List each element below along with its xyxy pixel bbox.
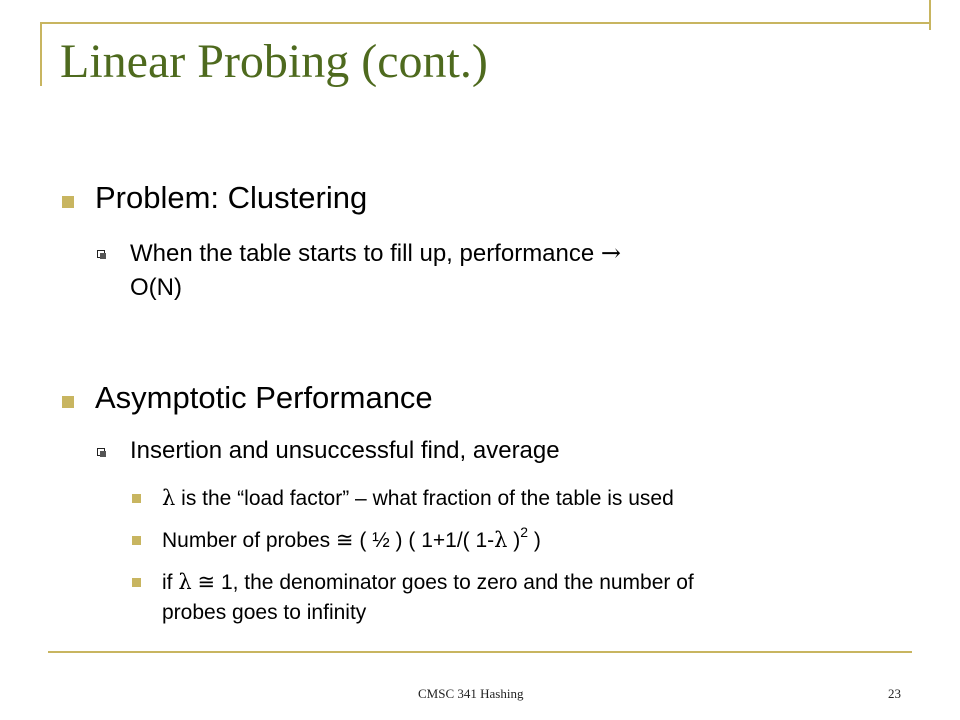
load-factor-text: is the “load factor” – what fraction of the table is used: [175, 487, 674, 510]
lambda-symbol: λ: [494, 528, 508, 552]
infinity-item-line1: [162, 567, 694, 598]
footer-rule: [48, 651, 912, 653]
load-factor-item: [162, 483, 674, 514]
footer-course: CMSC 341 Hashing: [418, 686, 524, 701]
probes-close: ): [507, 529, 521, 552]
square-bullet-icon: [62, 196, 74, 208]
if-rest: 1, the denominator goes to zero and the number of: [215, 571, 694, 594]
square-bullet-icon: [62, 396, 74, 408]
small-square-bullet-icon: [132, 536, 141, 545]
asymptotic-sub: Insertion and unsuccessful find, average: [130, 437, 560, 464]
approx-symbol: ≅: [197, 570, 216, 594]
lambda-symbol: λ: [178, 570, 192, 594]
frame-top-rule: [40, 22, 930, 24]
frame-left-rule: [40, 22, 42, 86]
hollow-square-bullet-icon: [97, 448, 105, 456]
asymptotic-heading: Asymptotic Performance: [95, 380, 433, 415]
small-square-bullet-icon: [132, 578, 141, 587]
probes-exponent: 2: [520, 524, 529, 540]
probes-mid: ( ½ ) ( 1+1/( 1-: [353, 529, 495, 552]
hollow-square-bullet-icon: [97, 250, 105, 258]
small-square-bullet-icon: [132, 494, 141, 503]
probes-prefix: Number of probes: [162, 529, 336, 552]
lambda-symbol: λ: [162, 486, 176, 510]
problem-point-line2: O(N): [130, 274, 182, 301]
if-prefix: if: [162, 571, 179, 594]
right-arrow-icon: →: [600, 239, 622, 267]
slide-title: Linear Probing (cont.): [60, 35, 488, 88]
probes-end: ): [528, 529, 541, 552]
problem-point-text: When the table starts to fill up, performance: [130, 240, 595, 267]
problem-heading: Problem: Clustering: [95, 180, 368, 215]
frame-right-rule: [929, 0, 931, 30]
problem-point-line1: [130, 235, 621, 272]
probes-item: [162, 525, 541, 556]
infinity-item-line2: probes goes to infinity: [162, 601, 367, 624]
page-number: 23: [888, 686, 901, 701]
approx-symbol: ≅: [335, 528, 354, 552]
